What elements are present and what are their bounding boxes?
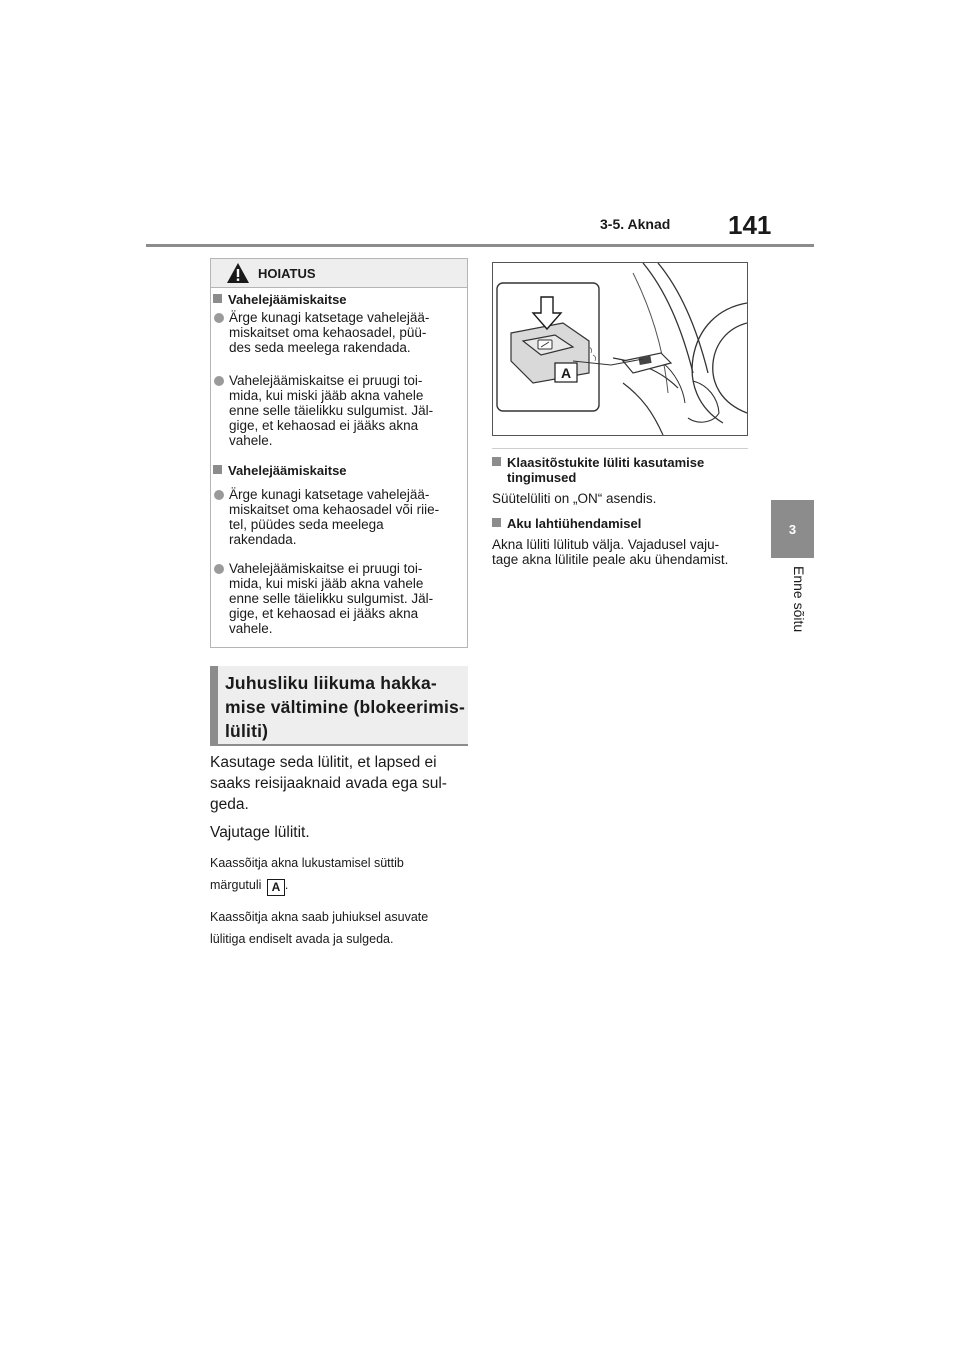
warning-title: HOIATUS	[258, 266, 316, 281]
door-switch-drawing	[493, 263, 747, 435]
header-rule	[146, 244, 814, 247]
section-step: Vajutage lülitit.	[210, 824, 310, 841]
warning-subheading: Vahelejäämiskaitse	[213, 463, 347, 478]
warning-bullet: Ärge kunagi katsetage vahelejää- miskaitset oma kehaosadel või riie- tel, püüdes seda meelega rakendada.	[229, 487, 440, 547]
chapter-tab	[771, 500, 814, 558]
chapter-label: Enne sõitu	[791, 566, 807, 633]
square-bullet-icon	[492, 518, 501, 527]
square-bullet-icon	[213, 465, 222, 474]
bullet-dot-icon	[214, 490, 224, 500]
page-number: 141	[728, 210, 772, 240]
callout-a-label: A	[560, 365, 572, 381]
subheading-battery: Aku lahtiühendamisel	[492, 516, 641, 531]
warning-bullet: Ärge kunagi katsetage vahelejää- miskaitset oma kehaosadel, püü- des seda meelega rakendada.	[229, 310, 430, 355]
bullet-dot-icon	[214, 313, 224, 323]
section-title: 3-5. Aknad	[600, 216, 671, 232]
warning-triangle-icon	[226, 262, 250, 284]
warning-subheading: Vahelejäämiskaitse	[213, 292, 347, 307]
section-heading-bar	[210, 666, 218, 746]
indicator-a-label: A	[267, 879, 285, 896]
note-indicator: Kaassõitja akna lukustamisel süttib märgutuli A .	[210, 856, 404, 894]
section-heading: Juhusliku liikuma hakka- mise vältimine (blokeerimis- lüliti)	[225, 673, 465, 741]
bullet-dot-icon	[214, 564, 224, 574]
body-ignition: Süütelüliti on „ON“ asendis.	[492, 491, 657, 506]
section-intro: Kasutage seda lülitit, et lapsed ei saaks reisijaaknaid avada ega sul- geda.	[210, 754, 447, 813]
section-heading-rule	[210, 744, 468, 746]
bullet-dot-icon	[214, 376, 224, 386]
square-bullet-icon	[213, 294, 222, 303]
subheading-window-conditions: Klaasitõstukite lüliti kasutamise tingimused	[492, 455, 704, 485]
warning-bullet: Vahelejäämiskaitse ei pruugi toi- mida, kui miski jääb akna vahele enne selle täielikku sulgumist. Jäl- gige, et kehaosad ei jääks akna vahele.	[229, 561, 434, 636]
chapter-number: 3	[788, 521, 797, 537]
body-battery: Akna lüliti lülitub välja. Vajadusel vaju- tage akna lülitile peale aku ühendamist.	[492, 537, 729, 567]
figure-rule	[492, 448, 748, 449]
note-driver-switch: Kaassõitja akna saab juhiuksel asuvate lülitiga endiselt avada ja sulgeda.	[210, 910, 429, 946]
warning-bullet: Vahelejäämiskaitse ei pruugi toi- mida, kui miski jääb akna vahele enne selle täielikku sulgumist. Jäl- gige, et kehaosad ei jääks akna vahele.	[229, 373, 434, 448]
lock-switch-illustration	[492, 262, 748, 436]
square-bullet-icon	[492, 457, 501, 466]
